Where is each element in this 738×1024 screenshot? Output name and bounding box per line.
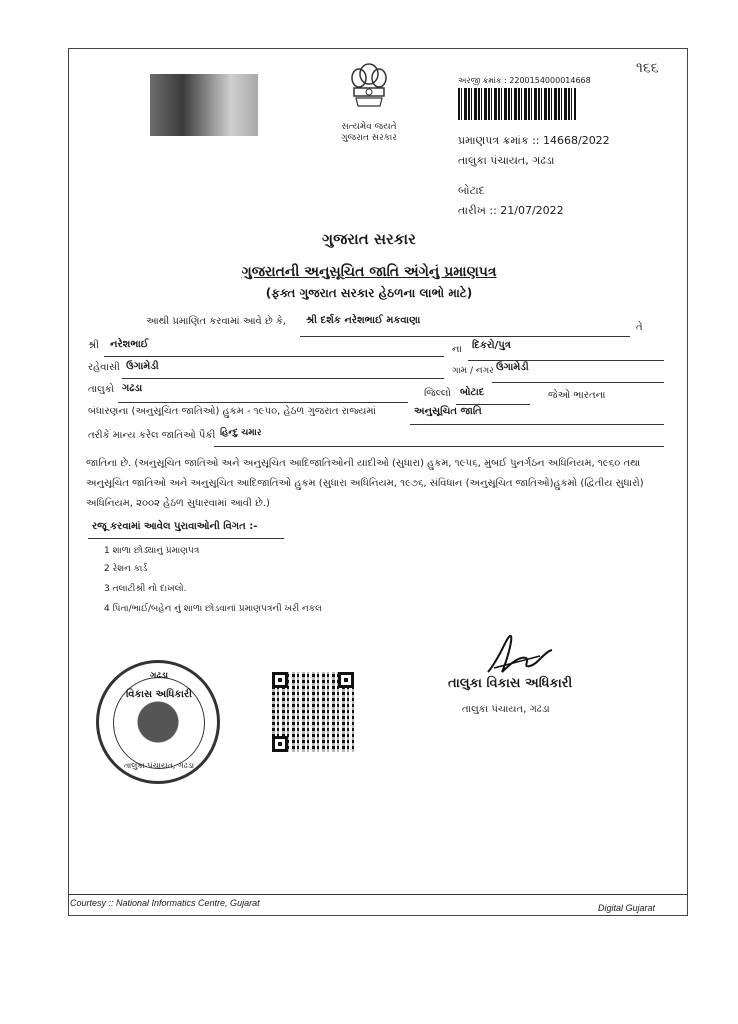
page-mark: ૧૬૬ [636, 60, 659, 76]
footer-brand: Digital Gujarat [598, 903, 656, 913]
applicant-photo [150, 74, 258, 136]
legal-para-line-3: અધિનિયમ, ૨૦૦૨ હેઠળ સુધારવામાં આવી છે.) [86, 498, 270, 509]
issue-date: તારીખ :: 21/07/2022 [458, 204, 564, 217]
bharat-text: જેઓ ભારતના [548, 390, 606, 401]
seal-middle-text: વિકાસ અધિકારી [126, 689, 192, 700]
signature-icon [480, 628, 560, 682]
district-label: જિલ્લો [424, 388, 451, 399]
signatory-title: તાલુકા વિકાસ અધિકારી [448, 676, 573, 691]
village-label: ગામ / નગર [452, 366, 494, 376]
certificate-number: પ્રમાણપત્ર ક્રમાંક :: 14668/2022 [458, 134, 610, 147]
district-value: બોટાદ [460, 387, 485, 398]
legal-para-line-2: અનુસૂચિત જાતિઓ અને અનુસૂચિત આદિજાતિઓ હુકમ (સુધારા અધિનિયમ, ૧૯૭૬, સંવિધાન (અનુસૂચિત જાતિઓ)હુકમો (દ્વિતીય સુધારો) [86, 478, 644, 489]
document-item: 4 પિતા/ભાઈ/બહેન નું શાળા છોડવાનાં પ્રમાણપત્રની ખરી નકલ [104, 604, 322, 614]
qr-code [272, 672, 354, 752]
recognized-text: તરીકે માન્ય કરેલ જાતિઓ પૈકી [88, 430, 216, 441]
certify-prefix: આથી પ્રમાણિત કરવામાં આવે છે કે, [146, 316, 287, 327]
shri-label: શ્રી [88, 340, 100, 351]
caste-value: હિન્દુ ચમાર [220, 428, 262, 438]
te-label: તે [636, 322, 643, 333]
application-number: અરજી ક્રમાંક : 2200154000014668 [458, 76, 591, 85]
resident-label: રહેવાસી [88, 362, 120, 373]
state-emblem-icon [344, 60, 394, 120]
category-value: અનુસૂચિત જાતિ [414, 406, 482, 417]
document-item: 3 તલાટીશ્રી નો દાખલો. [104, 584, 187, 594]
footer-courtesy: Courtesy :: National Informatics Centre, Gujarat [70, 898, 260, 908]
document-item: 2 રેશન કાર્ડ [104, 564, 148, 574]
na-label: ના [452, 344, 462, 355]
father-name: નરેશભાઈ [110, 339, 149, 350]
government-title: ગુજરાત સરકાર [322, 230, 416, 248]
resident-value: ઉગામેડી [126, 361, 159, 372]
emblem-caption-2: ગુજરાત સરકાર [341, 133, 397, 143]
legal-para-line-1: જાતિના છે. (અનુસૂચિત જાતિઓ અને અનુસૂચિત આદિજાતિઓની યાદીઓ (સુધારા) હુકમ, ૧૯૫૬, મુંબઈ પુનર્ગઠન અધિનિયમ, ૧૯૬૦ તથા [86, 458, 641, 469]
issuing-office: તાલુકા પંચાયત, ગઢડા [458, 154, 555, 167]
village-value: ઉગામેડી [496, 362, 529, 373]
seal-top-text: ગઢડા [149, 671, 169, 681]
official-seal [96, 660, 220, 784]
barcode [458, 88, 576, 120]
documents-heading: રજૂ કરવામાં આવેલ પુરાવાઓની વિગત :- [92, 521, 258, 532]
document-item: 1 શાળા છોડ્યાનું પ્રમાણપત્ર [104, 546, 200, 556]
certificate-title: ગુજરાતની અનુસૂચિત જાતિ અંગેનું પ્રમાણપત્ર [241, 264, 497, 280]
constitution-text: બંધારણના (અનુસૂચિત જાતિઓ) હુકમ - ૧૯૫૦, હેઠળ ગુજરાત રાજ્યમાં [88, 406, 376, 417]
seal-bottom-text: તાલુકા પંચાયત, ગઢડા [123, 761, 195, 770]
emblem-caption-1: સત્યમેવ જયતે [341, 122, 397, 132]
signatory-office: તાલુકા પંચાયત, ગઢડા [462, 704, 550, 715]
taluka-value: ગઢડા [122, 383, 143, 394]
relation: દિકરો/પુત્ર [472, 340, 511, 351]
holder-name: શ્રી દર્શક નરેશભાઈ મકવાણા [306, 315, 421, 326]
certificate-subtitle: (ફક્ત ગુજરાત સરકાર હેઠળના લાભો માટે) [265, 286, 473, 300]
taluka-label: તાલુકો [88, 384, 115, 395]
issuing-district: બોટાદ [458, 184, 485, 197]
